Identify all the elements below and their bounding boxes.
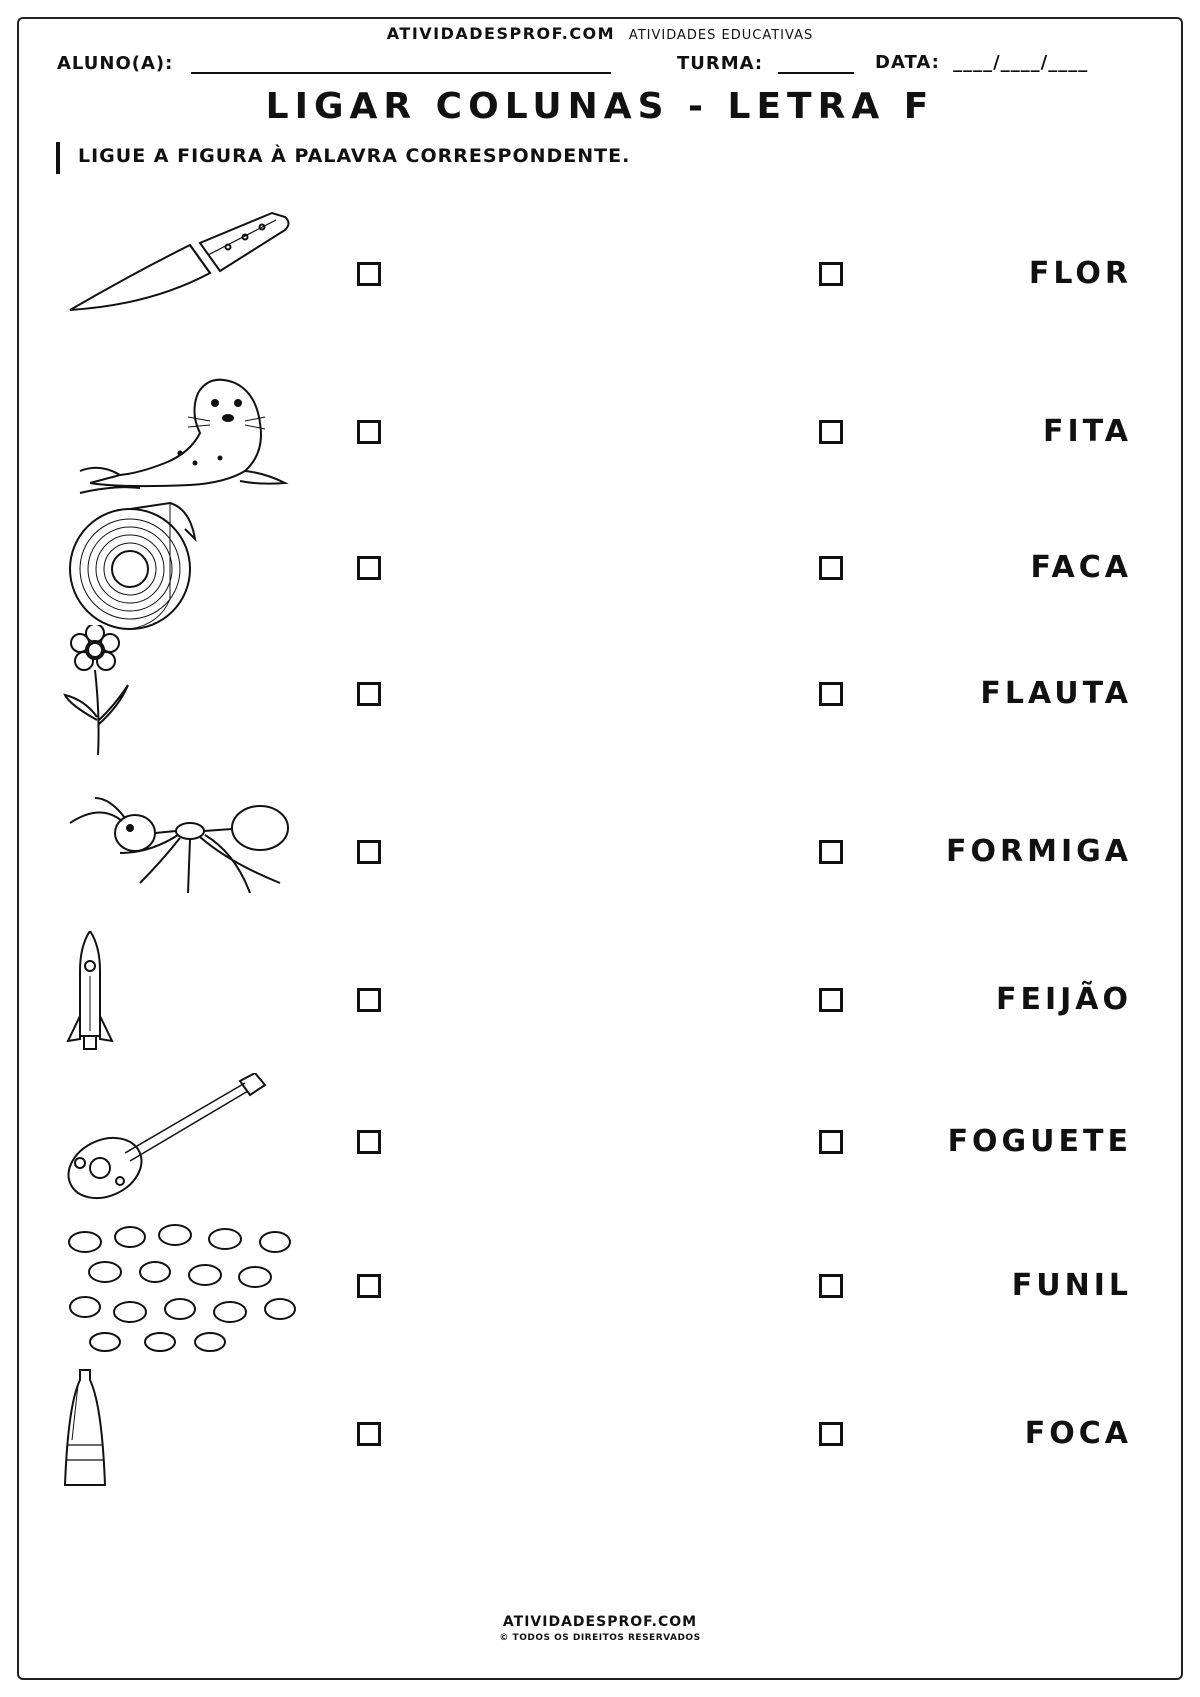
- left-checkbox[interactable]: [357, 262, 381, 286]
- page-title: LIGAR COLUNAS - LETRA F: [265, 86, 935, 127]
- right-checkbox[interactable]: [819, 1274, 843, 1298]
- mandolin-icon: [60, 1073, 320, 1213]
- student-info-row: [57, 52, 1147, 78]
- word-label: FACA: [1030, 550, 1132, 585]
- date-blank[interactable]: ____/____/____: [953, 52, 1089, 73]
- word-label: FOGUETE: [947, 1124, 1132, 1159]
- footer-site: ATIVIDADESPROF.COM: [502, 1614, 698, 1630]
- word-label: FOCA: [1024, 1416, 1132, 1451]
- match-row: [0, 200, 1200, 350]
- class-field[interactable]: [677, 52, 854, 74]
- match-row: [0, 620, 1200, 770]
- right-checkbox[interactable]: [819, 556, 843, 580]
- match-row: [0, 926, 1200, 1076]
- seal-icon: [60, 363, 320, 503]
- left-checkbox[interactable]: [357, 988, 381, 1012]
- class-label: TURMA:: [677, 53, 764, 74]
- right-checkbox[interactable]: [819, 840, 843, 864]
- footer-rights: © TODOS OS DIREITOS RESERVADOS: [499, 1633, 701, 1643]
- left-checkbox[interactable]: [357, 1274, 381, 1298]
- word-label: FITA: [1042, 414, 1132, 449]
- student-label: ALUNO(A):: [57, 53, 174, 74]
- page-footer: [0, 1614, 1200, 1643]
- right-checkbox[interactable]: [819, 420, 843, 444]
- student-name-line[interactable]: [191, 52, 611, 74]
- word-label: FUNIL: [1011, 1268, 1132, 1303]
- beans-icon: [60, 1217, 320, 1357]
- site-name: ATIVIDADESPROF.COM: [386, 24, 616, 43]
- word-label: FEIJÃO: [995, 982, 1132, 1017]
- left-checkbox[interactable]: [357, 1130, 381, 1154]
- word-label: FORMIGA: [946, 834, 1132, 869]
- date-label: DATA:: [875, 52, 940, 73]
- rocket-icon: [60, 931, 320, 1071]
- site-tagline: ATIVIDADES EDUCATIVAS: [628, 28, 814, 43]
- word-label: FLAUTA: [980, 676, 1132, 711]
- right-checkbox[interactable]: [819, 262, 843, 286]
- right-checkbox[interactable]: [819, 682, 843, 706]
- knife-icon: [60, 205, 320, 345]
- left-checkbox[interactable]: [357, 420, 381, 444]
- flower-icon: [60, 625, 320, 765]
- match-row: [0, 1212, 1200, 1362]
- site-header: [0, 24, 1200, 43]
- left-checkbox[interactable]: [357, 682, 381, 706]
- match-row: [0, 1068, 1200, 1218]
- ant-icon: [60, 783, 320, 923]
- instruction-text: LIGUE A FIGURA À PALAVRA CORRESPONDENTE.: [56, 142, 630, 174]
- tape-roll-icon: [60, 499, 320, 639]
- right-checkbox[interactable]: [819, 1422, 843, 1446]
- word-label: FLOR: [1028, 256, 1132, 291]
- match-row: [0, 1360, 1200, 1510]
- left-checkbox[interactable]: [357, 1422, 381, 1446]
- match-row: [0, 358, 1200, 508]
- match-row: [0, 778, 1200, 928]
- left-checkbox[interactable]: [357, 840, 381, 864]
- student-field[interactable]: [57, 52, 611, 74]
- bottle-icon: [60, 1365, 320, 1505]
- date-field[interactable]: [875, 52, 1088, 73]
- left-checkbox[interactable]: [357, 556, 381, 580]
- right-checkbox[interactable]: [819, 988, 843, 1012]
- class-line[interactable]: [778, 52, 854, 74]
- right-checkbox[interactable]: [819, 1130, 843, 1154]
